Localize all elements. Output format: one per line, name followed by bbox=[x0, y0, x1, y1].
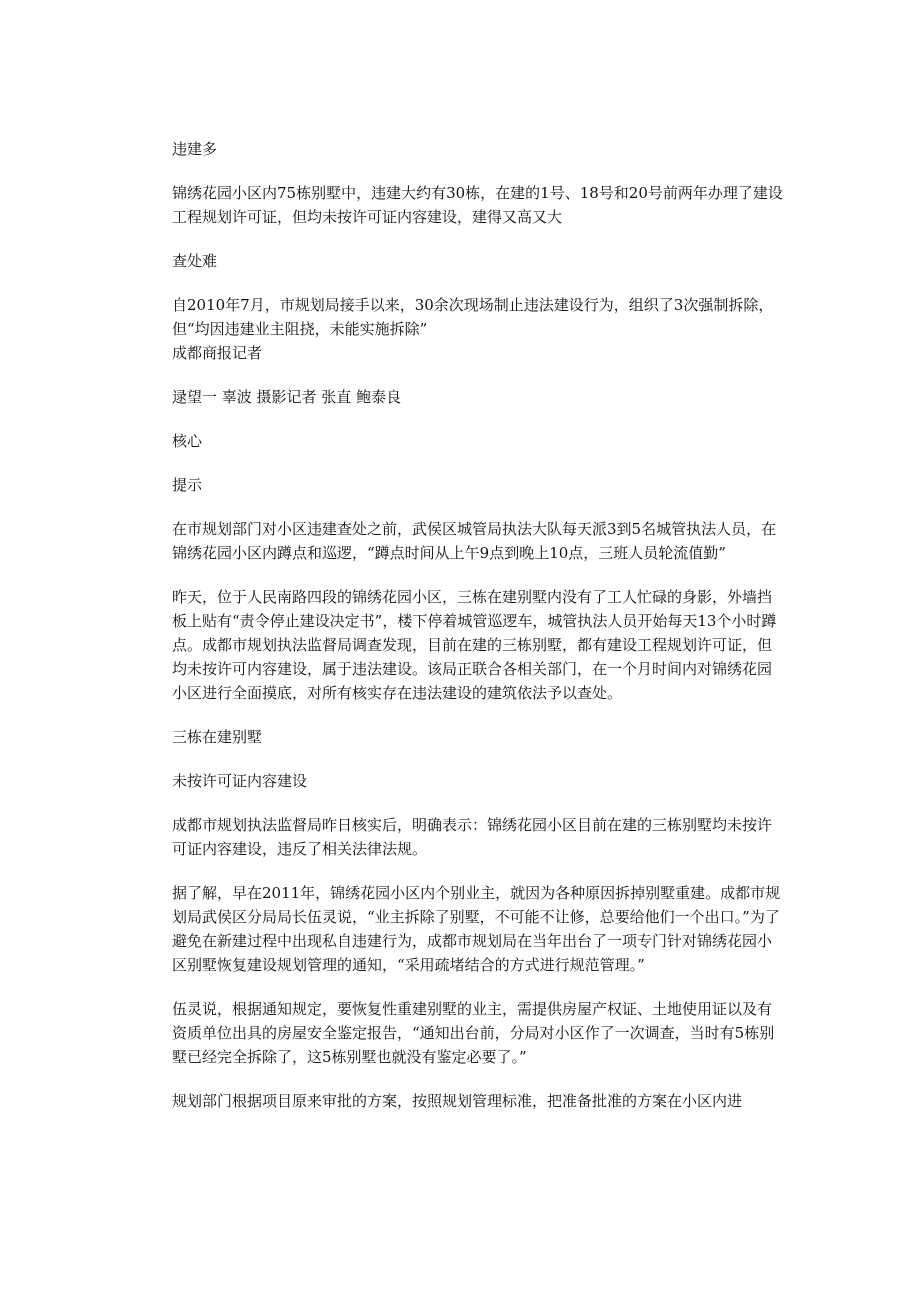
paragraph-enforcement-history: 自2010年7月，市规划局接手以来，30余次现场制止违法建设行为，组织了3次强制拆除，但“均因违建业主阻挠，未能实施拆除” bbox=[172, 296, 774, 338]
paragraph-verification: 成都市规划执法监督局昨日核实后，明确表示：锦绣花园小区目前在建的三栋别墅均未按许可证内容建设，违反了相关法律法规。 bbox=[172, 816, 773, 858]
byline-newspaper: 成都商报记者 bbox=[172, 344, 263, 362]
label-tip: 提示 bbox=[172, 476, 203, 494]
paragraph-violation-count: 锦绣花园小区内75栋别墅中，违建大约有30栋，在建的1号、18号和20号前两年办理了建设工程规划许可证，但均未按许可证内容建设，建得又高又大 bbox=[172, 184, 783, 226]
subheading-not-per-permit: 未按许可证内容建设 bbox=[172, 772, 308, 790]
subheading-three-villas: 三栋在建别墅 bbox=[172, 728, 263, 746]
label-core: 核心 bbox=[172, 432, 203, 450]
byline-reporters: 逯望一 辜波 摄影记者 张直 鲍泰良 bbox=[172, 388, 402, 406]
section-heading-difficulty: 查处难 bbox=[172, 252, 218, 270]
paragraph-notice-rules: 伍灵说，根据通知规定，要恢复性重建别墅的业主，需提供房屋产权证、土地使用证以及有资质单位出具的房屋安全鉴定报告，“通知出台前，分局对小区作了一次调查，当时有5栋别墅已经完全拆除了，这5栋别墅也就没有鉴定必要了。” bbox=[172, 1000, 775, 1066]
paragraph-background-2011: 据了解，早在2011年，锦绣花园小区内个别业主，就因为各种原因拆掉别墅重建。成都市规划局武侯区分局局长伍灵说，“业主拆除了别墅，不可能不让修，总要给他们一个出口。”为了避免在新建过程中出现私自违建行为，成都市规划局在当年出台了一项专门针对锦绣花园小区别墅恢复建设规划管理的通知，“采用疏堵结合的方式进行规范管理。” bbox=[172, 884, 781, 974]
document-body bbox=[172, 137, 784, 1113]
paragraph-planning-dept: 规划部门根据项目原来审批的方案，按照规划管理标准，把准备批准的方案在小区内进 bbox=[172, 1092, 743, 1110]
paragraph-yesterday: 昨天，位于人民南路四段的锦绣花园小区，三栋在建别墅内没有了工人忙碌的身影，外墙挡板上贴有“责令停止建设决定书”，楼下停着城管巡逻车，城管执法人员开始每天13个小时蹲点。成都市规划执法监督局调查发现，目前在建的三栋别墅，都有建设工程规划许可证，但均未按许可内容建设，属于违法建设。该局正联合各相关部门，在一个月时间内对锦绣花园小区进行全面摸底，对所有核实存在违法建设的建筑依法予以查处。 bbox=[172, 588, 777, 702]
paragraph-patrol: 在市规划部门对小区违建查处之前，武侯区城管局执法大队每天派3到5名城管执法人员，在锦绣花园小区内蹲点和巡逻，“蹲点时间从上午9点到晚上10点，三班人员轮流值勤” bbox=[172, 520, 777, 562]
section-heading-violations: 违建多 bbox=[172, 140, 218, 158]
